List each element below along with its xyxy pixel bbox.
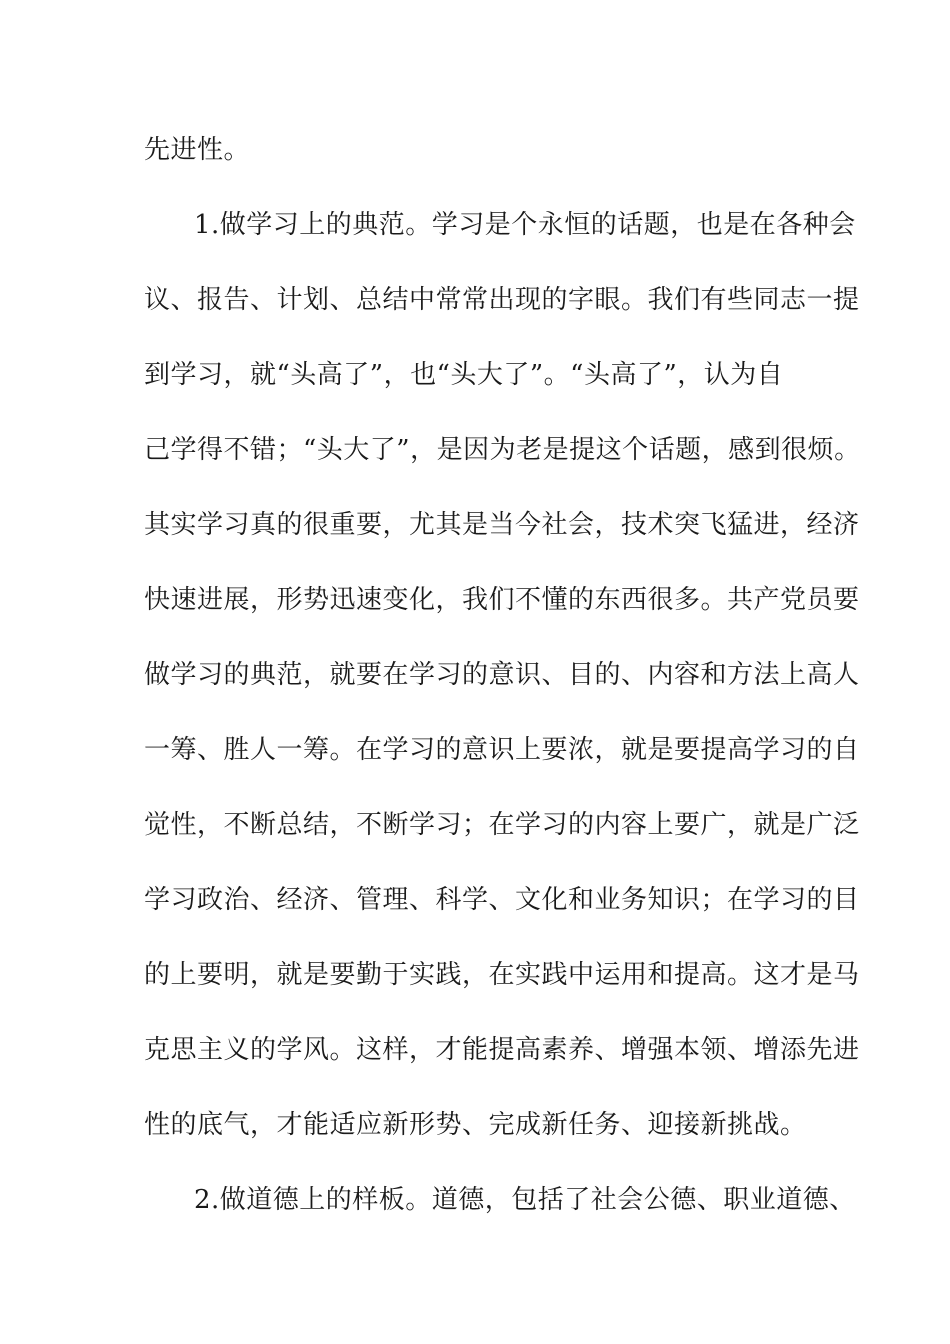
text-line: 的上要明，就是要勤于实践，在实践中运用和提高。这才是马 — [144, 960, 860, 990]
text-line: 议、报告、计划、总结中常常出现的字眼。我们有些同志一提 — [144, 285, 860, 315]
text-line: 性的底气，才能适应新形势、完成新任务、迎接新挑战。 — [144, 1110, 807, 1140]
paragraph-1-first-line: 1.做学习上的典范。学习是个永恒的话题，也是在各种会 — [194, 210, 856, 240]
text-line: 一筹、胜人一筹。在学习的意识上要浓，就是要提高学习的自 — [144, 735, 860, 765]
text-line: 觉性，不断总结，不断学习；在学习的内容上要广，就是广泛 — [144, 810, 860, 840]
paragraph-2-first-line: 2.做道德上的样板。道德，包括了社会公德、职业道德、 — [194, 1185, 856, 1215]
text-line: 快速进展，形势迅速变化，我们不懂的东西很多。共产党员要 — [144, 585, 860, 615]
text-line: 先进性。 — [144, 135, 251, 165]
text-line: 做学习的典范，就要在学习的意识、目的、内容和方法上高人 — [144, 660, 860, 690]
text-line: 学习政治、经济、管理、科学、文化和业务知识；在学习的目 — [144, 885, 860, 915]
text-line: 其实学习真的很重要，尤其是当今社会，技术突飞猛进，经济 — [144, 510, 860, 540]
text-line: 克思主义的学风。这样，才能提高素养、增强本领、增添先进 — [144, 1035, 860, 1065]
text-line: 己学得不错；“头大了”，是因为老是提这个话题，感到很烦。 — [144, 435, 861, 465]
text-line: 到学习，就“头高了”，也“头大了”。“头高了”，认为自 — [144, 360, 784, 390]
